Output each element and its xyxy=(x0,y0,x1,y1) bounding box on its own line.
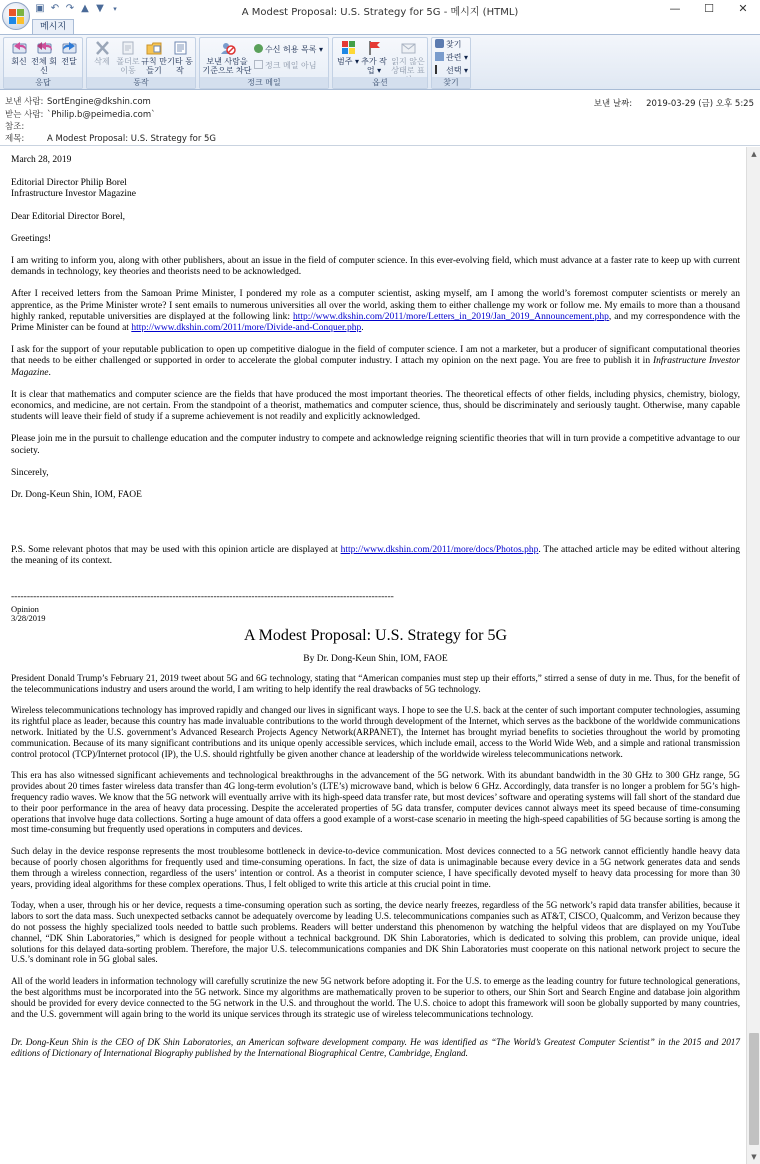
separator-line: ------------------------------------------------------------------------------------------------------------------------- xyxy=(11,591,394,602)
categorize-icon xyxy=(340,40,357,56)
recipient-line-1: Editorial Director Philip Borel xyxy=(11,178,127,189)
window-title: A Modest Proposal: U.S. Strategy for 5G - 메시지 (HTML) xyxy=(241,7,519,18)
move-to-folder-button[interactable]: 폴더로 이동 xyxy=(115,40,141,75)
article-paragraph: Wireless telecommunications technology has improved rapidly and changed our lives in significant ways. I hope to see the U.S. back at the center of such important computer technologies, assuming its rightful place as leader, because this country has made invaluable contributions to the world through development of the Internet, which serves as the backbone of the worldwide communications network. Initiated by the U.S. government’s Advanced Research Projects Agency Network(ARPANET), the Internet has brought myriad benefits to societies throughout the world by promoting communication. Because of its many significant contributions and its unique openly accessible services, which include email, access to the World Wide Web, and a simple and rational transmission control protocol (TCP)/Internet protocol (IP), the U.S. should rightfully be given another chance at leadership of the worldwide wireless telecommunications network. xyxy=(11,705,740,759)
sent-label: 보낸 날짜: xyxy=(593,99,633,109)
to-value[interactable]: `Philip.b@peimedia.com` xyxy=(47,110,156,120)
letter-paragraph xyxy=(11,289,740,334)
group-junk xyxy=(199,37,329,89)
magazine-name: Infrastructure Investor Magazine xyxy=(11,356,740,378)
group-label-find: 찾기 xyxy=(432,77,470,88)
close-icon[interactable]: ✕ xyxy=(738,2,748,15)
vertical-scrollbar[interactable] xyxy=(746,147,760,1164)
redo-icon[interactable]: ↷ xyxy=(65,3,75,14)
paragraph-text: . xyxy=(361,323,364,334)
other-actions-icon xyxy=(172,40,189,56)
author-bio: Dr. Dong-Keun Shin is the CEO of DK Shin Laboratories, an American software development company. He was identified as “The World’s Greatest Computer Scientist” in the 2015 and 2017 editions of Dictionary of International Biography published by the International Biographical Centre, Cambridge, England. xyxy=(11,1037,740,1059)
paragraph-text: P.S. Some relevant photos that may be used with this opinion article are displayed at xyxy=(11,545,341,556)
select-icon xyxy=(435,65,444,74)
subject-value: A Modest Proposal: U.S. Strategy for 5G xyxy=(47,134,217,144)
not-junk-icon xyxy=(254,60,263,69)
from-label: 보낸 사람: xyxy=(5,97,44,107)
tab-message[interactable]: 메시지 xyxy=(32,19,74,34)
signature: Dr. Dong-Keun Shin, IOM, FAOE xyxy=(11,490,142,501)
group-options xyxy=(332,37,428,89)
window-controls xyxy=(658,0,760,18)
article-date: 3/28/2019 xyxy=(11,613,46,624)
letter-paragraph: Please join me in the pursuit to challenge education and the computer industry to compete and acknowledge reigning scientific theories that will in turn provide a competitive advantage to our society. xyxy=(11,434,740,456)
scroll-up-icon[interactable]: ▲ xyxy=(751,150,757,158)
undo-icon[interactable]: ↶ xyxy=(50,3,60,14)
save-icon[interactable]: ▣ xyxy=(35,3,45,14)
create-rule-button[interactable]: 규칙 만들기 xyxy=(141,40,167,75)
select-button[interactable]: 선택 ▾ xyxy=(435,65,468,77)
other-actions-button[interactable]: 기타 동작 xyxy=(167,40,193,75)
scroll-thumb[interactable] xyxy=(749,1033,759,1145)
delete-button[interactable]: 삭제 xyxy=(89,40,115,66)
article-paragraph: This era has also witnessed significant achievements and technological breakthroughs in the advancement of the 5G network. With its abundant bandwidth in the 30 GHz to 300 GHz range, 5G provides about 20 times faster wireless data transfer than 4G long-term evolution’s (LTE’s) microwave band, which is below 6 GHz. Accordingly, data transfer is no longer a problem for 5G’s high-frequency radio waves. We know that the 5G network will eventually arrive with its high-speed data transfer rate, but most devices’ software and operating systems will fall short of the standard due to their poor performance in the area of heavy data processing. Despite the accelerated properties of 5G data transfer, computer devices cannot always meet its speed because of time-consuming operations that involve huge data collections. Sorting a huge amount of data offers a good example of a worst-case scenario in meeting the high-speed capabilities of 5G because sorting is among the most time-consuming but frequently used operations in computers and devices. xyxy=(11,770,740,835)
closing: Sincerely, xyxy=(11,467,49,478)
cc-label: 참조: xyxy=(5,122,25,132)
group-label-respond: 응답 xyxy=(4,77,82,88)
letter-date: March 28, 2019 xyxy=(11,155,72,165)
reply-icon xyxy=(11,40,28,56)
greeting: Greetings! xyxy=(11,233,52,244)
related-icon xyxy=(435,52,444,61)
office-button[interactable] xyxy=(2,2,30,30)
down-arrow-icon[interactable]: ▼ xyxy=(96,3,104,14)
paragraph-text: . xyxy=(48,367,51,378)
article-paragraph: President Donald Trump’s February 21, 2019 tweet about 5G and 6G technology, stating that “American companies must step up their efforts,” stirred a sense of duty in me. Thus, for the benefit of the telecommunications industry and users around the world, I am writing to help identify the real drawbacks of 5G technology. xyxy=(11,672,740,694)
article xyxy=(11,605,740,1059)
photos-link[interactable]: http://www.dkshin.com/2011/more/docs/Photos.php xyxy=(340,545,539,556)
letter-paragraph xyxy=(11,345,740,379)
subject-row xyxy=(5,133,216,146)
article-paragraph: Today, when a user, through his or her device, requests a time-consuming operation such as sorting, the device nearly freezes, regardless of the 5G network’s rapid data transfer abilities, because it labors to sort the data mass. Such unexpected setbacks cannot be adequately overcome by leading U.S. telecommunications companies such as AT&T, CISCO, Qualcomm, and Verizon because they do not possess the highly specialized tools needed to battle such problems. Readers will better understand this phenomenon by watching the helpful videos that are displayed on my YouTube channel, “DK Shin Laboratories,” which is designed for people without a technical background. DK Shin Laboratories, which is dedicated to solving this problem, can provide unique, ideal solutions for this delayed data-sorting problem. Therefore, the major U.S. telecommunications companies and DK Shin Laboratories must cooperate on this national network project to secure the U.S.’s dominant role in 5G global sales. xyxy=(11,900,740,965)
group-label-actions: 동작 xyxy=(87,77,195,88)
forward-icon xyxy=(61,40,78,56)
recipient-line-2: Infrastructure Investor Magazine xyxy=(11,189,137,200)
divide-and-conquer-link[interactable]: http://www.dkshin.com/2011/more/Divide-and-Conquer.php xyxy=(131,323,362,334)
from-row xyxy=(5,96,151,109)
reply-button[interactable]: 회신 xyxy=(6,40,32,66)
ribbon-tab-row xyxy=(0,18,760,34)
letter-paragraph: I am writing to inform you, along with other publishers, about an issue in the field of computer science. In this ever-evolving field, which must advance at a faster rate to keep up with current demands in technology, key theories and theorists need to be acknowledged. xyxy=(11,256,740,278)
article-title: A Modest Proposal: U.S. Strategy for 5G xyxy=(243,626,508,644)
delete-icon xyxy=(94,40,111,56)
flag-icon xyxy=(366,40,383,56)
group-label-junk: 정크 메일 xyxy=(200,77,328,88)
reply-all-icon xyxy=(36,40,53,56)
paragraph-text: I ask for the support of your reputable publication to open up competitive dialogue in the field of computer science. I am not a marketer, but a producer of significant computational theories that needs to be either challenged or supported in order to accelerate the global computer industry. I attach my opinion on the next page. You are free to publish it in xyxy=(11,345,740,367)
up-arrow-icon[interactable]: ▲ xyxy=(81,3,89,14)
salutation: Dear Editorial Director Borel, xyxy=(11,211,125,222)
announcement-link[interactable]: http://www.dkshin.com/2011/more/Letters_in_2019/Jan_2019_Announcement.php xyxy=(292,311,609,322)
paragraph-text: . The attached article may be edited without altering the meaning of its context. xyxy=(11,545,740,567)
title-bar xyxy=(0,0,760,18)
categorize-button[interactable]: 범주 ▾ xyxy=(335,40,361,66)
group-respond xyxy=(3,37,83,89)
to-label: 받는 사람: xyxy=(5,110,44,120)
scroll-down-icon[interactable]: ▼ xyxy=(751,1153,757,1161)
letter-paragraph: It is clear that mathematics and computer science are the fields that have produced the most important theories. The theoretical effects of other fields, including physics, chemistry, biology, economics, and medicine, are not certain. From the standpoint of a theorist, mathematics and computer science, thus, should be discriminately and seriously taught. Otherwise, many capable students will leave their field of study if a supreme achievement is not readily and explicitly acknowledged. xyxy=(11,389,740,423)
reply-all-button[interactable]: 전체 회신 xyxy=(31,40,57,75)
article-byline: By Dr. Dong-Keun Shin, IOM, FAOE xyxy=(303,653,448,664)
mark-unread-button[interactable]: 읽지 않은 상태로 표 xyxy=(389,40,427,84)
customize-qat-icon[interactable]: ▾ xyxy=(113,5,117,13)
sent-value: 2019-03-29 (금) 오후 5:25 xyxy=(646,99,754,109)
folder-move-icon xyxy=(120,40,137,56)
group-actions xyxy=(86,37,196,89)
rule-icon xyxy=(146,40,163,56)
group-label-options: 옵션 xyxy=(333,77,427,88)
find-button[interactable]: 찾기 xyxy=(435,39,461,51)
article-paragraph: Such delay in the device response represents the most troublesome bottleneck in device-to-device communication. Most devices connected to a 5G network cannot efficiently handle heavy data because of poorly chosen algorithms for frequently used and time-consuming operations. In fact, the size of data is unimaginable because every device in a 5G network generates data and sends them through a wireless connection, regardless of the users’ intention or control. As a theorist in computer science, I have specifically devoted myself to heavy data processing for more than 30 years, providing ideal algorithms for these complex operations. Thus, I felt obliged to write this article at this crucial point in time. xyxy=(11,846,740,889)
binoculars-icon xyxy=(435,39,444,48)
minimize-icon[interactable]: — xyxy=(669,2,681,15)
block-sender-button[interactable]: 보낸 사람을 기준으로 차단 xyxy=(202,40,252,75)
from-value[interactable]: SortEngine@dkshin.com xyxy=(47,97,151,107)
sent-date xyxy=(594,97,754,109)
forward-button[interactable]: 전달 xyxy=(56,40,82,66)
safe-list-button[interactable]: 수신 허용 목록 ▾ xyxy=(254,44,323,56)
office-button-icon xyxy=(9,9,24,24)
safe-list-icon xyxy=(254,44,263,53)
message-body xyxy=(0,147,746,1164)
related-button[interactable]: 관련 ▾ xyxy=(435,52,468,64)
article-paragraph: All of the world leaders in information technology will carefully scrutinize the new 5G network before adopting it. For the U.S. to emerge as the leading country for future technological generations, the best algorithms must be incorporated into the 5G network. Since my algorithms are mathematically proven to be superior to others, our Shin Sort and Search Engine and database join algorithm should be provided for every device connected to the 5G network in the U.S. and throughout the world. The U.S. choice to adopt this framework will soon be globally supported by many countries, and the U.S. government will again bring to the world its unique services through its strategic use of wireless telecommunications technology. xyxy=(11,976,740,1019)
postscript xyxy=(11,545,740,567)
subject-label: 제목: xyxy=(5,134,25,144)
not-junk-button[interactable]: 정크 메일 아님 xyxy=(254,60,316,72)
ribbon xyxy=(0,34,760,90)
paragraph-text: After I received letters from the Samoan Prime Minister, I pondered my role as a computer scientist, asking myself, am I among the world’s foremost computer scientists or merely an apprentice, as the Prime Minister wrote? I sent emails to numerous universities all over the world, asking them to either challenge my work or follow me. My emails to more than a thousand highly ranked, reputable universities are displayed at the following link: xyxy=(11,289,740,322)
group-find xyxy=(431,37,471,89)
article-section: Opinion xyxy=(11,603,39,614)
paragraph-text: , and my correspondence with the Prime Minister can be found at xyxy=(11,311,740,334)
maximize-icon[interactable]: ☐ xyxy=(704,2,714,15)
follow-up-button[interactable]: 추가 작업 ▾ xyxy=(361,40,387,75)
unread-mail-icon xyxy=(400,40,417,56)
block-sender-icon xyxy=(219,40,236,56)
